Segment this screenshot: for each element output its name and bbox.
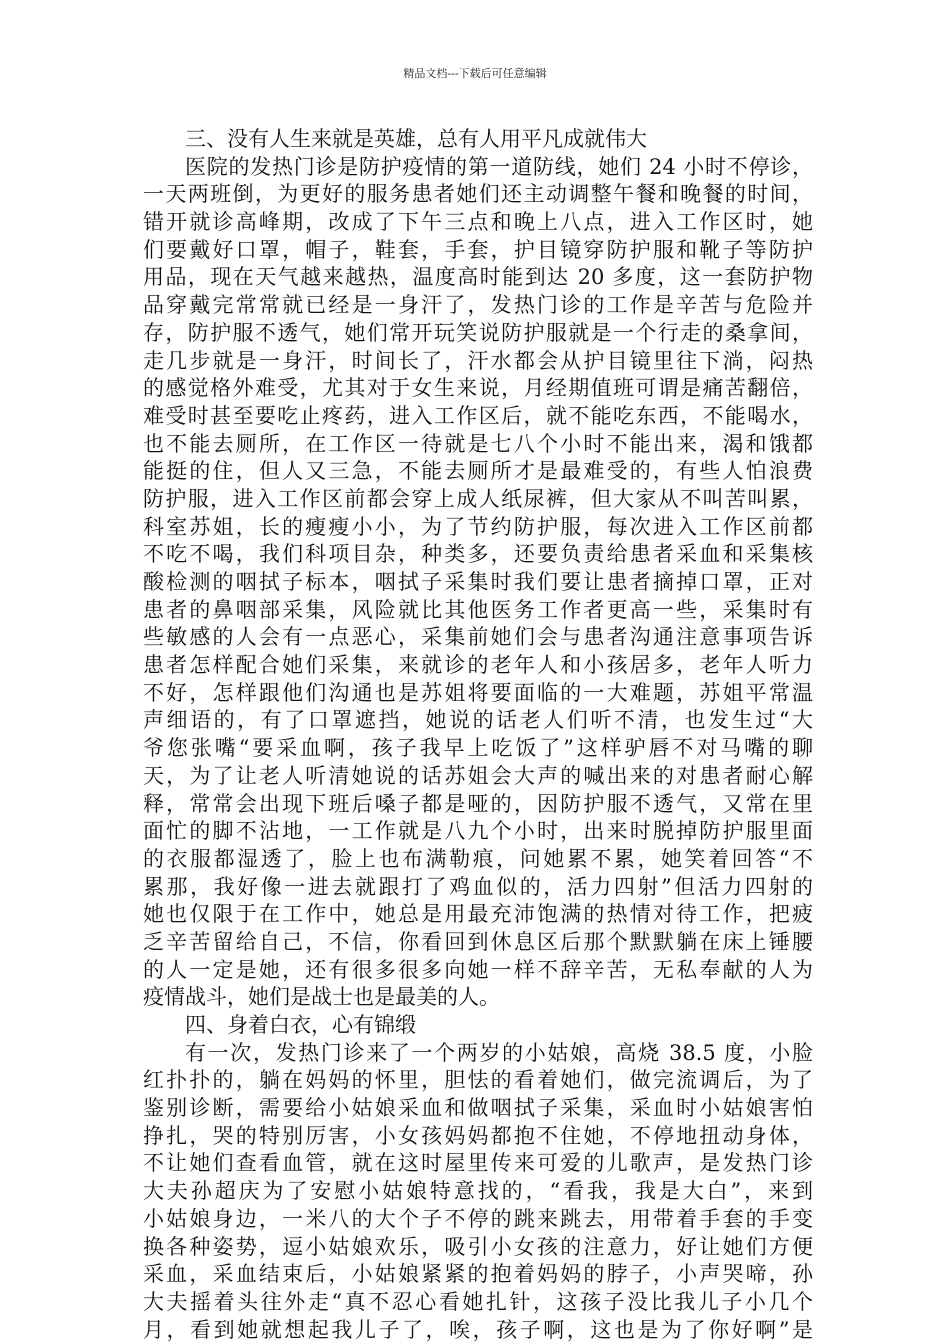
- text-line: 的人一定是她，还有很多很多向她一样不辞辛苦，无私奉献的人为: [143, 957, 813, 982]
- text-line: 错开就诊高峰期，改成了下午三点和晚上八点，进入工作区时，她: [143, 210, 813, 235]
- text-line: 不吃不喝，我们科项目杂，种类多，还要负责给患者采血和采集核: [143, 542, 813, 567]
- text-line: 疫情战斗，她们是战士也是最美的人。: [143, 985, 500, 1010]
- text-line: 四、身着白衣，心有锦缎: [185, 1013, 416, 1037]
- text-line: 释，常常会出现下班后嗓子都是哑的，因防护服不透气，又常在里: [143, 791, 813, 816]
- text-line: 科室苏姐，长的瘦瘦小小，为了节约防护服，每次进入工作区前都: [143, 514, 813, 539]
- text-line: 酸检测的咽拭子标本，咽拭子采集时我们要让患者摘掉口罩，正对: [143, 570, 813, 594]
- text-line: 红扑扑的，躺在妈妈的怀里，胆怯的看着她们，做完流调后，为了: [143, 1068, 813, 1093]
- text-line: 的感觉格外难受，尤其对于女生来说，月经期值班可谓是痛苦翻倍，: [143, 376, 813, 401]
- text-line: 月，看到她就想起我儿子了，唉，孩子啊，这也是为了你好啊”是: [143, 1317, 813, 1342]
- text-line: 存，防护服不透气，她们常开玩笑说防护服就是一个行走的桑拿间，: [143, 320, 813, 345]
- text-line: 声细语的，有了口罩遮挡，她说的话老人们听不清，也发生过“大: [143, 708, 813, 733]
- text-line: 防护服，进入工作区前都会穿上成人纸尿裤，但大家从不叫苦叫累，: [143, 486, 813, 511]
- text-line: 走几步就是一身汗，时间长了，汗水都会从护目镜里往下淌，闷热: [143, 348, 813, 373]
- text-line: 患者怎样配合她们采集，来就诊的老年人和小孩居多，老年人听力: [143, 653, 813, 678]
- text-line: 面忙的脚不沾地，一工作就是八九个小时，出来时脱掉防护服里面: [143, 819, 813, 844]
- text-line: 难受时甚至要吃止疼药，进入工作区后，就不能吃东西，不能喝水，: [143, 403, 813, 428]
- text-line: 不让她们查看血管，就在这时屋里传来可爱的儿歌声，是发热门诊: [143, 1151, 813, 1176]
- document-body: [143, 126, 813, 1344]
- text-line: 医院的发热门诊是防护疫情的第一道防线，她们 24 小时不停诊，: [185, 154, 813, 179]
- text-line: 用品，现在天气越来越热，温度高时能到达 20 多度，这一套防护物: [143, 265, 813, 290]
- text-line: 爷您张嘴“要采血啊，孩子我早上吃饭了”这样驴唇不对马嘴的聊: [143, 736, 813, 761]
- text-line: 不好，怎样跟他们沟通也是苏姐将要面临的一大难题，苏姐平常温: [143, 680, 813, 705]
- text-line: 乏辛苦留给自己，不信，你看回到休息区后那个默默躺在床上锤腰: [143, 929, 813, 954]
- text-line: 她也仅限于在工作中，她总是用最充沛饱满的热情对待工作，把疲: [143, 902, 813, 927]
- text-line: 些敏感的人会有一点恶心，采集前她们会与患者沟通注意事项告诉: [143, 625, 813, 650]
- text-line: 大夫孙超庆为了安慰小姑娘特意找的，“看我，我是大白”，来到: [143, 1179, 813, 1204]
- text-line: 品穿戴完常常就已经是一身汗了，发热门诊的工作是辛苦与危险并: [143, 293, 813, 318]
- text-line: 有一次，发热门诊来了一个两岁的小姑娘，高烧 38.5 度，小脸: [185, 1040, 813, 1065]
- text-line: 能挺的住，但人又三急，不能去厕所才是最难受的，有些人怕浪费: [143, 459, 813, 484]
- text-line: 大夫摇着头往外走“真不忍心看她扎针，这孩子没比我儿子小几个: [143, 1289, 813, 1314]
- text-line: 一天两班倒，为更好的服务患者她们还主动调整午餐和晚餐的时间，: [143, 182, 813, 207]
- text-line: 鉴别诊断，需要给小姑娘采血和做咽拭子采集，采血时小姑娘害怕: [143, 1096, 813, 1121]
- page-header: 精品文档---下载后可任意编辑: [403, 67, 547, 80]
- text-line: 们要戴好口罩，帽子，鞋套，手套，护目镜穿防护服和靴子等防护: [143, 237, 813, 262]
- text-line: 天，为了让老人听清她说的话苏姐会大声的喊出来的对患者耐心解: [143, 763, 813, 788]
- text-line: 小姑娘身边，一米八的大个子不停的跳来跳去，用带着手套的手变: [143, 1206, 813, 1231]
- text-line: 患者的鼻咽部采集，风险就比其他医务工作者更高一些，采集时有: [143, 597, 813, 622]
- text-line: 挣扎，哭的特别厉害，小女孩妈妈都抱不住她，不停地扭动身体，: [143, 1123, 813, 1148]
- text-line: 也不能去厕所，在工作区一待就是七八个小时不能出来，渴和饿都: [143, 431, 813, 456]
- text-line: 的衣服都湿透了，脸上也布满勒痕，问她累不累，她笑着回答“不: [143, 846, 813, 871]
- text-line: 换各种姿势，逗小姑娘欢乐，吸引小女孩的注意力，好让她们方便: [143, 1234, 813, 1259]
- text-line: 采血，采血结束后，小姑娘紧紧的抱着妈妈的脖子，小声哭啼，孙: [143, 1262, 813, 1287]
- text-line: 三、没有人生来就是英雄，总有人用平凡成就伟大: [185, 127, 647, 151]
- text-line: 累那，我好像一进去就跟打了鸡血似的，活力四射”但活力四射的: [143, 874, 813, 899]
